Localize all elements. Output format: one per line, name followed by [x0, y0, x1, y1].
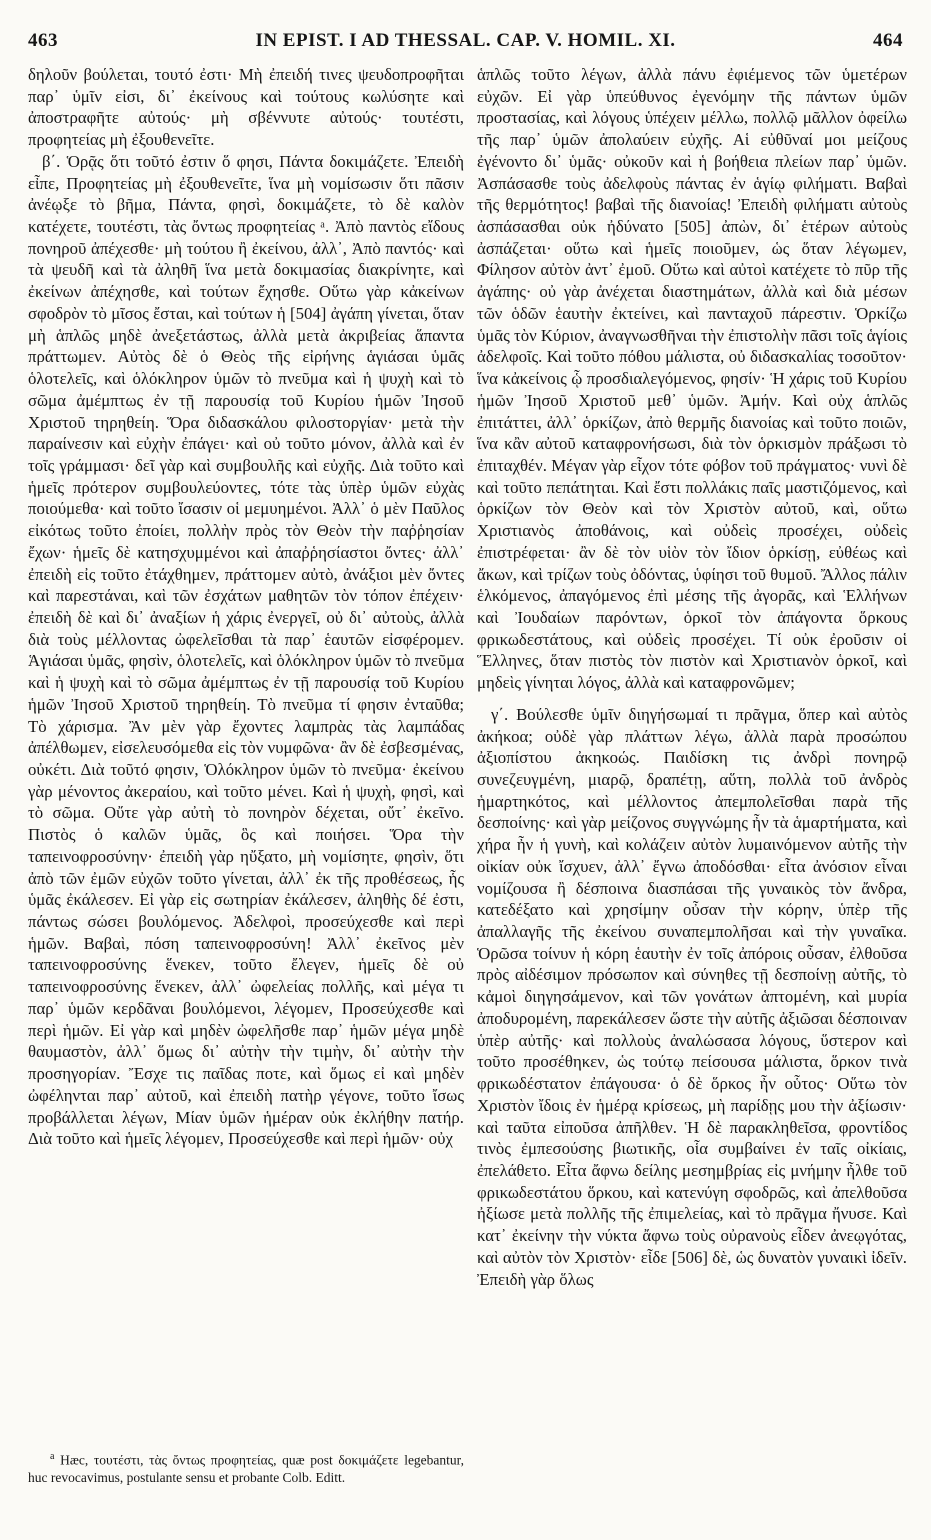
left-column — [28, 64, 464, 1150]
left-paragraph-2: β΄. Ὁρᾷς ὅτι τοῦτό ἐστιν ὅ φησι, Πάντα δοκιμάζετε. Ἐπειδὴ εἶπε, Προφητείας μὴ ἐξουθενεῖτε, ἵνα μὴ νομίσωσιν ὅτι πᾶσιν ἀνέῳξε τὸ βῆμα, Πάντα, φησὶ, δοκιμάζετε, τὸ δὲ καλὸν κατέχετε, τουτέστι, τὰς ὄντως προφητείας ᵃ. Ἀπὸ παντὸς εἴδους πονηροῦ ἀπέχεσθε· μὴ τούτου ἢ ἐκείνου, ἀλλ᾽, Ἀπὸ παντός· καὶ τὰ ψευδῆ καὶ τὰ ἀληθῆ ἵνα μετὰ δοκιμασίας διακρίνητε, καὶ ἐκείνων ἀπέχησθε, καὶ τούτων ἔχησθε. Οὕτω γὰρ κἀκείνων σφοδρὸν τὸ μῖσος ἔσται, καὶ τούτων ἡ [504] ἀγάπη γίνεται, ὅταν μὴ ἁπλῶς μηδὲ ἀνεξετάστως, ἀλλὰ μετὰ ἀκριβείας ἅπαντα πράττωμεν. Αὐτὸς δὲ ὁ Θεὸς τῆς εἰρήνης ἁγιάσαι ὑμᾶς ὁλοτελεῖς, καὶ ὁλόκληρον ὑμῶν τὸ πνεῦμα καὶ ἡ ψυχὴ καὶ τὸ σῶμα ἀμέμπτως ἐν τῇ παρουσίᾳ τοῦ Κυρίου ἡμῶν Ἰησοῦ Χριστοῦ τηρηθείη. Ὅρα διδασκάλου φιλοστοργίαν· μετὰ τὴν παραίνεσιν καὶ εὐχὴν ἐπάγει· καὶ οὐ τοῦτο μόνον, ἀλλὰ καὶ ἐν τοῖς γράμμασι· δεῖ γὰρ καὶ συμβουλῆς καὶ εὐχῆς. Διὰ τοῦτο καὶ ἡμεῖς πρότερον συμβουλεύοντες, τότε τὰς ὑπὲρ ὑμῶν εὐχὰς ποιούμεθα· καὶ τοῦτο ἴσασιν οἱ μεμυημένοι. Ἀλλ᾽ ὁ μὲν Παῦλος εἰκότως τοῦτο ἐποίει, πολλὴν πρὸς τὸν Θεὸν τὴν παῤῥησίαν ἔχων· ἡμεῖς δὲ κατησχυμμένοι καὶ ἀπαῤῥησίαστοι ὄντες· ἀλλ᾽ ἐπειδὴ εἰς τοῦτο ἐτάχθημεν, πράττομεν αὐτὸ, ἀνάξιοι μὲν ὄντες καὶ παρεστάναι, καὶ τῶν ἐσχάτων μαθητῶν τὸν τόπον ἐπέχειν· ἐπειδὴ δὲ καὶ δι᾽ ἀναξίων ἡ χάρις ἐνεργεῖ, οὐ δι᾽ αὐτοὺς, ἀλλὰ διὰ τοὺς μέλλοντας ὠφελεῖσθαι τὰ παρ᾽ ἑαυτῶν εἰσφέρομεν. Ἁγιάσαι ὑμᾶς, φησὶν, ὁλοτελεῖς, καὶ ὁλόκληρον ὑμῶν τὸ πνεῦμα καὶ ἡ ψυχὴ καὶ τὸ σῶμα ἀμέμπτως ἐν τῇ παρουσίᾳ τοῦ Κυρίου ἡμῶν Ἰησοῦ Χριστοῦ τηρηθείη. Τὸ πνεῦμα τί φησιν ἐνταῦθα; Τὸ χάρισμα. Ἂν μὲν γὰρ ἔχοντες λαμπρὰς τὰς λαμπάδας ἀπέλθωμεν, εἰσελευσόμεθα εἰς τὸν νυμφῶνα· ἂν δὲ ἐσβεσμένας, οὐκέτι. Διὰ τοῦτό φησιν, Ὁλόκληρον ὑμῶν τὸ πνεῦμα· ἐκείνου γὰρ μένοντος ἀκεραίου, καὶ τοῦτο μένει. Καὶ ἡ ψυχὴ, φησὶ, καὶ τὸ σῶμα. Οὔτε γὰρ αὐτὴ τὸ πονηρὸν δέχεται, οὔτ᾽ ἐκεῖνο. Πιστὸς ὁ καλῶν ὑμᾶς, ὃς καὶ ποιήσει. Ὅρα τὴν ταπεινοφροσύνην· ἐπειδὴ γὰρ ηὔξατο, μὴ νομίσητε, φησὶν, ὅτι ἀπὸ τῶν ἐμῶν εὐχῶν τοῦτο γίνεται, ἀλλ᾽ ἐκ τῆς προθέσεως, ἧς ὑμᾶς ἐκάλεσεν. Εἰ γὰρ εἰς σωτηρίαν ἐκάλεσεν, ἀληθὴς δέ ἐστι, πάντως σώσει βουλόμενος. Ἀδελφοὶ, προσεύχεσθε καὶ περὶ ἡμῶν. Βαβαὶ, πόση ταπεινοφροσύνη! Ἀλλ᾽ ἐκεῖνος μὲν ταπεινοφροσύνης ἕνεκεν, τοῦτο ἔλεγεν, ἡμεῖς δὲ οὐ ταπεινοφροσύνης ἕνεκεν, ἀλλ᾽ ὠφελείας πολλῆς, καὶ μέγα τι παρ᾽ ὑμῶν κερδᾶναι βουλόμενοι, λέγομεν, Προσεύχεσθε καὶ περὶ ἡμῶν. Εἰ γὰρ καὶ μηδὲν ὠφελῆσθε παρ᾽ ἡμῶν μέγα μηδὲ θαυμαστὸν, ἀλλ᾽ ὅμως δι᾽ αὐτὴν τὴν τιμὴν, δι᾽ αὐτὴν τὴν προσηγορίαν. Ἔσχε τις παῖδας ποτε, καὶ ὅμως εἰ καὶ μηδὲν ὠφέληνται παρ᾽ αὐτοῦ, καὶ ἐπειδὴ πατὴρ γέγονε, τοῦτο ἴσως προβάλλεται λέγων, Μίαν ὑμῶν ἡμέραν οὐκ ἐκλήθην πατήρ. Διὰ τοῦτο καὶ ἡμεῖς λέγομεν, Προσεύχεσθε καὶ περὶ ἡμῶν· οὐχ — [28, 151, 464, 1149]
running-header — [28, 30, 903, 56]
right-paragraph-1: ἁπλῶς τοῦτο λέγων, ἀλλὰ πάνυ ἐφιέμενος τῶν ὑμετέρων εὐχῶν. Εἰ γὰρ ὑπεύθυνος ἐγενόμην τῆς πάντων ὑμῶν προστασίας, καὶ λόγους ὑπέχειν μέλλω, πολλῷ μᾶλλον ὀφείλω τῆς παρ᾽ ὑμῶν ἀπολαύειν εὐχῆς. Αἱ εὐθῦναί μοι μείζους ἐγένοντο δι᾽ ὑμᾶς· οὐκοῦν καὶ ἡ βοήθεια πλείων παρ᾽ ὑμῶν. Ἀσπάσασθε τοὺς ἀδελφοὺς πάντας ἐν ἁγίῳ φιλήματι. Βαβαὶ τῆς θερμότητος! βαβαὶ τῆς διανοίας! Ἐπειδὴ φιλήματι αὐτοὺς ἀσπάσασθαι οὐκ ἠδύνατο [505] ἀπὼν, δι᾽ ἑτέρων αὐτοὺς ἀσπάζεται· οὕτω καὶ ἡμεῖς ποιοῦμεν, ὡς ὅταν λέγωμεν, Φίλησον αὐτὸν ἀντ᾽ ἐμοῦ. Οὕτω καὶ αὐτοὶ κατέχετε τὸ πῦρ τῆς ἀγάπης· οὐ γὰρ ἀνέχεται διαστημάτων, ἀλλὰ καὶ διὰ μέσων τῶν ὁδῶν ἑαυτὴν ἐκτείνει, καὶ πανταχοῦ πάρεστιν. Ὁρκίζω ὑμᾶς τὸν Κύριον, ἀναγνωσθῆναι τὴν ἐπιστολὴν πᾶσι τοῖς ἁγίοις ἀδελφοῖς. Καὶ τοῦτο πόθου μάλιστα, οὐ διδασκαλίας τοσοῦτον· ἵνα κἀκείνοις ᾧ προσδιαλεγόμενος, φησίν· Ἡ χάρις τοῦ Κυρίου ἡμῶν Ἰησοῦ Χριστοῦ μεθ᾽ ὑμῶν. Ἀμήν. Καὶ οὐχ ἁπλῶς ἐπιτάττει, ἀλλ᾽ ὁρκίζων, ἀπὸ θερμῆς διανοίας καὶ τοῦτο ποιῶν, ἵνα κἂν αὐτοῦ καταφρονήσωσι, διὰ τὸν ὁρκισμὸν πράξωσι τὸ ἐπιταχθέν. Μέγαν γὰρ εἶχον τότε φόβον τοῦ πράγματος· νυνὶ δὲ καὶ τοῦτο πεπάτηται. Καὶ ἔστι πολλάκις παῖς μαστιζόμενος, καὶ ὁρκίζων τὸν Θεὸν καὶ τὸν Χριστὸν αὐτοῦ, καὶ, οὕτω Χριστιανὸς ἀποθάνοις, καὶ οὐδεὶς προσέχει, οὐδεὶς ἐπιστρέφεται· ἂν δὲ τὸν υἱὸν τὸν ἴδιον ὁρκίσῃ, εὐθέως καὶ ἄκων, καὶ τρίζων τοὺς ὀδόντας, ὑφίησι τοῦ θυμοῦ. Ἄλλος πάλιν ἑλκόμενος, ἀπαγόμενος ἐπὶ μέσης τῆς ἀγορᾶς, καὶ Ἑλλήνων καὶ Ἰουδαίων παρόντων, ὁρκοῖ τὸν ἀπάγοντα ὅρκους φρικωδεστάτους, καὶ οὐδεὶς προσέχει. Τί οὐκ ἐροῦσιν οἱ Ἕλληνες, ὅταν πιστὸς τὸν πιστὸν καὶ Χριστιανὸν ὁρκοῖ, καὶ μηδεὶς γίνηται λόγος, ἀλλὰ καὶ καταφρονῶμεν; — [477, 65, 907, 693]
left-page-number: 463 — [28, 30, 58, 51]
footnote — [28, 1448, 464, 1486]
left-paragraph-1: δηλοῦν βούλεται, τουτό ἐστι· Μὴ ἐπειδή τινες ψευδοπροφῆται παρ᾽ ὑμῖν εἰσι, δι᾽ ἐκείνους καὶ τούτους κωλύσητε καὶ ἀποστραφῆτε αὐτούς· μὴ σβέννυτε αὐτούς· τουτέστι, προφητείας μὴ ἐξουθενεῖτε. — [28, 65, 464, 150]
right-column — [477, 64, 907, 1290]
right-paragraph-2: γ΄. Βούλεσθε ὑμῖν διηγήσωμαί τι πρᾶγμα, ὅπερ καὶ αὐτὸς ἀκήκοα; οὐδὲ γὰρ πλάττων λέγω, ἀλλὰ παρὰ προσώπου ἀξιοπίστου ἀκηκοώς. Παιδίσκη τις ἀνδρὶ πονηρῷ συνεζευγμένη, μιαρῷ, δραπέτῃ, αὕτη, πολλὰ τοῦ ἀνδρὸς ἡμαρτηκότος, καὶ μέλλοντος ἀπεμπολεῖσθαι παρὰ τῆς δεσποίνης· καὶ γὰρ μείζονος συγγνώμης ἦν τὰ ἁμαρτήματα, καὶ χήρα ἦν ἡ γυνὴ, καὶ κολάζειν αὐτὸν λυμαινόμενον αὐτῆς τὴν οἰκίαν οὐκ ἴσχυεν, ἀλλ᾽ ἔγνω ἀποδόσθαι· εἶτα ἀνόσιον εἶναι νομίζουσα ἢ δέσποινα διασπάσαι τῆς γυναικὸς τὸν ἄνδρα, κατεδέξατο καὶ χρησίμην οὖσαν τὴν κόρην, ὑπὲρ τῆς ἀπαλλαγῆς τῆς ἐκείνου συναπεμπολῆσαι καὶ τὴν γυναῖκα. Ὁρῶσα τοίνυν ἡ κόρη ἑαυτὴν ἐν τοῖς ἀπόροις οὖσαν, ἐλθοῦσα πρὸς αἰδέσιμον πρόσωπον καὶ σύνηθες τῇ δεσποίνῃ αὐτῆς, τὸ κἀμοὶ διηγησάμενον, καὶ τῶν γονάτων ἁπτομένη, καὶ μυρία ἀποδυρομένη, παρεκάλεσεν ὥστε τὴν αὐτῆς ἀξιῶσαι δέσποιναν ὑπὲρ αὐτῆς· καὶ πολλοὺς ἀναλώσασα λόγους, ὕστερον καὶ τοῦτο προσέθηκεν, ὡς τούτῳ πείσουσα μάλιστα, ὅρκον τινὰ φρικωδέστατον ἐπάγουσα· ὁ δὲ ὅρκος ἦν οὗτος· Οὕτω τὸν Χριστὸν ἴδοις ἐν ἡμέρᾳ κρίσεως, μὴ παρίδῃς μου τὴν ἀξίωσιν· καὶ ταῦτα εἰποῦσα ἀπῆλθεν. Ἡ δὲ παρακληθεῖσα, φροντίδος τινὸς ἐμπεσούσης βιωτικῆς, οἷα συμβαίνει ἐν ταῖς οἰκίαις, ἐπελάθετο. Εἶτα ἄφνω δείλης μεσημβρίας εἰς μνήμην ἦλθε τοῦ φρικωδεστάτου ὅρκου, καὶ κατενύγη σφοδρῶς, καὶ ἀπελθοῦσα ἠξίωσε μετὰ πολλῆς τῆς ἐπιμελείας, καὶ τὸ πρᾶγμα ἤνυσε. Καὶ κατ᾽ ἐκείνην τὴν νύκτα ἄφνω τοὺς οὐρανοὺς εἶδεν ἀνεῳγότας, καὶ αὐτὸν τὸν Χριστὸν· εἶδε [506] δὲ, ὡς δυνατὸν γυναικὶ ἰδεῖν. Ἐπειδὴ γὰρ ὅλως — [477, 704, 907, 1289]
right-page-number: 464 — [873, 30, 903, 51]
running-title: IN EPIST. I AD THESSAL. CAP. V. HOMIL. XI. — [255, 30, 676, 51]
footnote-text: Hæc, τουτέστι, τὰς ὄντως προφητείας, quæ post δοκιμάζετε legebantur, huc revocavimus, postulante sensu et probante Colb. Editt. — [28, 1452, 465, 1485]
footnote-marker: a — [50, 1451, 55, 1462]
